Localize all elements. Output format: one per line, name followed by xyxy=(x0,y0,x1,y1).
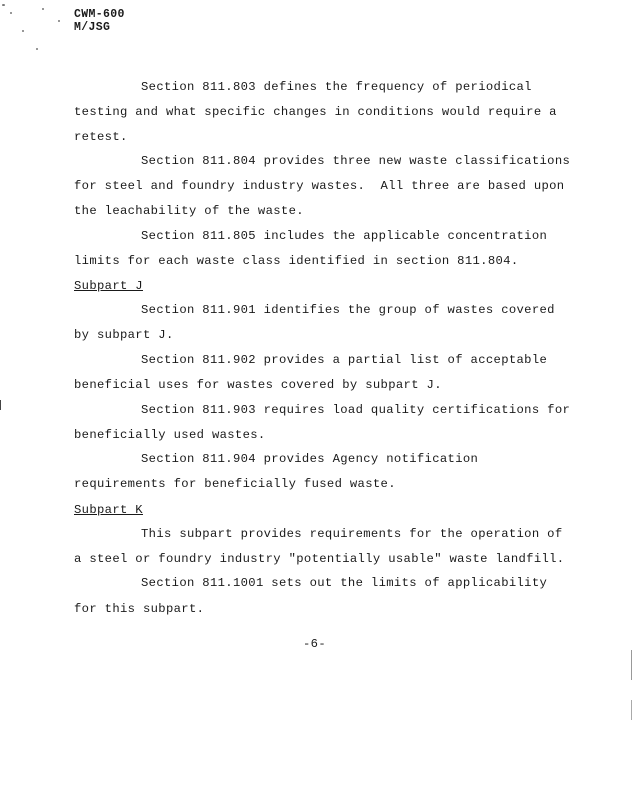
body-line: beneficially used wastes. xyxy=(74,428,266,442)
body-line: beneficial uses for wastes covered by subpart J. xyxy=(74,378,442,392)
scan-edge-mark xyxy=(631,650,632,680)
scan-speck xyxy=(58,20,60,22)
body-line: testing and what specific changes in conditions would require a xyxy=(74,105,557,119)
scan-edge-mark xyxy=(631,700,632,720)
page-number: -6- xyxy=(303,637,326,651)
body-line: retest. xyxy=(74,130,128,144)
subpart-k-heading: Subpart K xyxy=(74,503,143,517)
body-line: Section 811.805 includes the applicable concentration xyxy=(141,229,548,243)
scan-speck xyxy=(10,12,12,14)
body-line: limits for each waste class identified in section 811.804. xyxy=(74,254,519,268)
scan-speck xyxy=(22,30,24,32)
body-line: by subpart J. xyxy=(74,328,174,342)
scan-speck xyxy=(2,4,5,6)
body-line: Section 811.901 identifies the group of wastes covered xyxy=(141,303,555,317)
body-line: a steel or foundry industry "potentially usable" waste landfill. xyxy=(74,552,565,566)
document-header xyxy=(74,8,125,34)
body-line: Section 811.1001 sets out the limits of applicability xyxy=(141,576,548,590)
body-line: Section 811.902 provides a partial list of acceptable xyxy=(141,353,548,367)
scan-speck xyxy=(36,48,38,50)
subpart-j-heading: Subpart J xyxy=(74,279,143,293)
body-line: Section 811.804 provides three new waste classifications xyxy=(141,154,571,168)
body-line: Section 811.803 defines the frequency of periodical xyxy=(141,80,532,94)
scan-edge-mark xyxy=(0,400,1,410)
body-line: for steel and foundry industry wastes. All three are based upon xyxy=(74,179,565,193)
body-line: Section 811.903 requires load quality certifications for xyxy=(141,403,571,417)
body-line: the leachability of the waste. xyxy=(74,204,304,218)
header-initials: M/JSG xyxy=(74,21,111,34)
body-line: Section 811.904 provides Agency notification xyxy=(141,452,479,466)
body-line: for this subpart. xyxy=(74,602,205,616)
body-line: requirements for beneficially fused waste. xyxy=(74,477,396,491)
header-code: CWM-600 xyxy=(74,8,125,21)
body-line: This subpart provides requirements for the operation of xyxy=(141,527,563,541)
scan-speck xyxy=(42,8,44,10)
